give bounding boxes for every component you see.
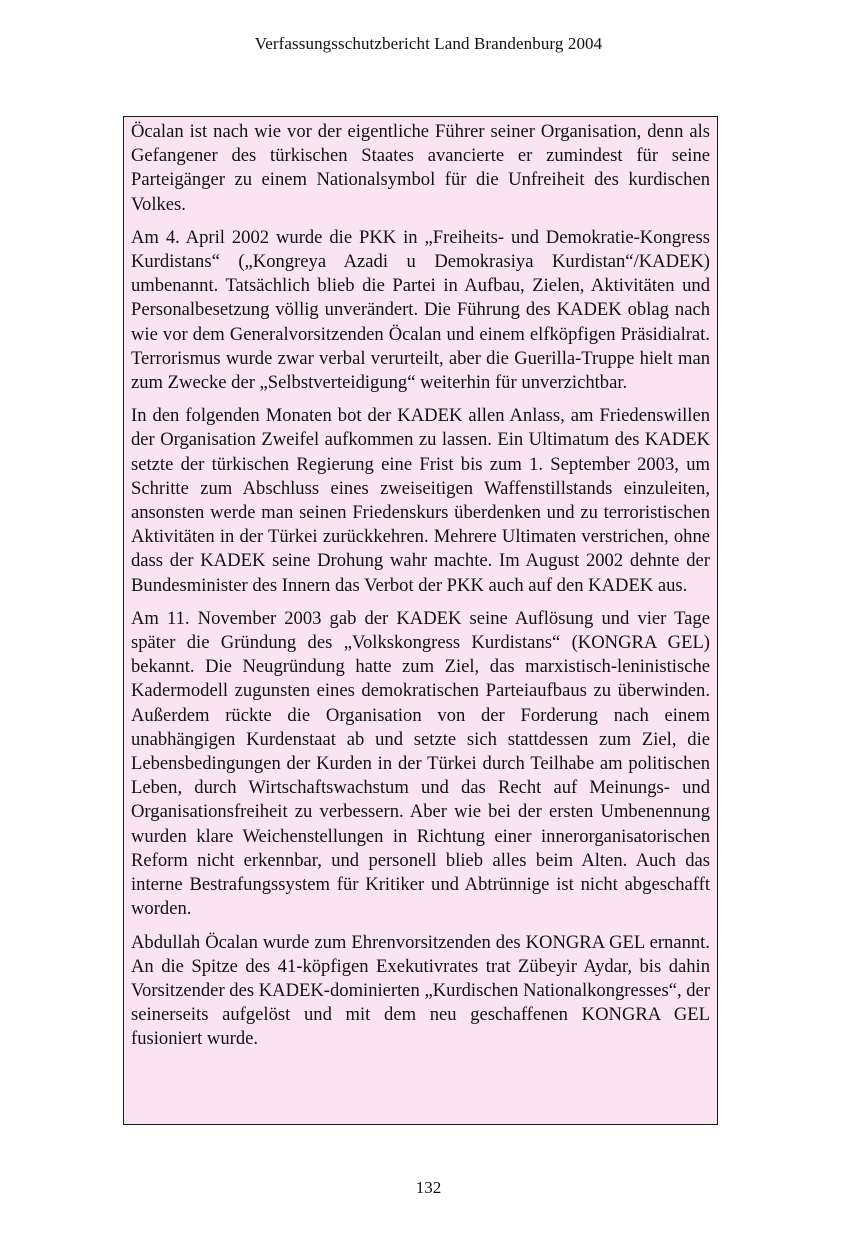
- paragraph-oecalan-leader: Öcalan ist nach wie vor der eigentliche Führer seiner Organisation, denn als Gefangener des türkischen Staates avancierte er zumindest für seine Parteigänger zu einem Nationalsymbol für die Unfreiheit des kurdischen Volkes.: [131, 121, 710, 215]
- paragraph-ultimatum: In den folgenden Monaten bot der KADEK allen Anlass, am Friedenswillen der Organisation Zweifel aufkommen zu lassen. Ein Ultimatum des KADEK setzte der türkischen Regierung eine Frist bis zum 1. September 2003, um Schritte zum Abschluss eines zweiseitigen Waffenstillstands einzuleiten, ansonsten werde man seinen Friedenskurs überdenken und zu terroristischen Aktivitäten in der Türkei zurückkehren. Mehrere Ultimaten verstrichen, ohne dass der KADEK seine Drohung wahr machte. Im August 2002 dehnte der Bundesminister des Innern das Verbot der PKK auch auf den KADEK aus.: [131, 405, 710, 596]
- paragraph-kadek-renaming: Am 4. April 2002 wurde die PKK in „Freiheits- und Demokratie-Kongress Kurdistans“ („Kongreya Azadi u Demokrasiya Kurdistan“/KADEK) umbenannt. Tatsächlich blieb die Partei in Aufbau, Zielen, Aktivitäten und Personalbesetzung völlig unverändert. Die Führung des KADEK oblag nach wie vor dem Generalvorsitzenden Öcalan und einem elfköpfigen Präsidialrat. Terrorismus wurde zwar verbal verurteilt, aber die Guerilla-Truppe hielt man zum Zwecke der „Selbstverteidigung“ weiterhin für unverzichtbar.: [131, 226, 710, 394]
- paragraph-kongra-gel-founding: Am 11. November 2003 gab der KADEK seine Auflösung und vier Tage später die Gründung des „Volkskongress Kurdistans“ (KONGRA GEL) bekannt. Die Neugründung hatte zum Ziel, das marxistisch-leninistische Kadermodell zugunsten eines demokratischen Parteiaufbaus zu überwinden. Außerdem rückte die Organisation von der Forderung nach einem unabhängigen Kurdenstaat ab und setzte sich stattdessen zum Ziel, die Lebensbedingungen der Kurden in der Türkei durch Teilhabe am politischen Leben, durch Wirtschaftswachstum und das Recht auf Meinungs- und Organisationsfreiheit zu verbessern. Aber wie bei der ersten Umbenennung wurden klare Weichenstellungen in Richtung einer innerorganisatorischen Reform nicht erkennbar, und personell blieb alles beim Alten. Auch das interne Bestrafungssystem für Kritiker und Abtrünnige ist nicht abgeschafft worden.: [131, 607, 710, 920]
- highlighted-text-box: [123, 116, 718, 1125]
- running-header: Verfassungsschutzbericht Land Brandenburg 2004: [254, 34, 603, 53]
- paragraph-honorary-chair: Abdullah Öcalan wurde zum Ehrenvorsitzenden des KONGRA GEL ernannt. An die Spitze des 41-köpfigen Exekutivrates trat Zübeyir Aydar, bis dahin Vorsitzender des KADEK-dominierten „Kurdischen Nationalkongresses“, der seinerseits aufgelöst und mit dem neu geschaffenen KONGRA GEL fusioniert wurde.: [131, 931, 710, 1050]
- page-number: 132: [415, 1178, 442, 1197]
